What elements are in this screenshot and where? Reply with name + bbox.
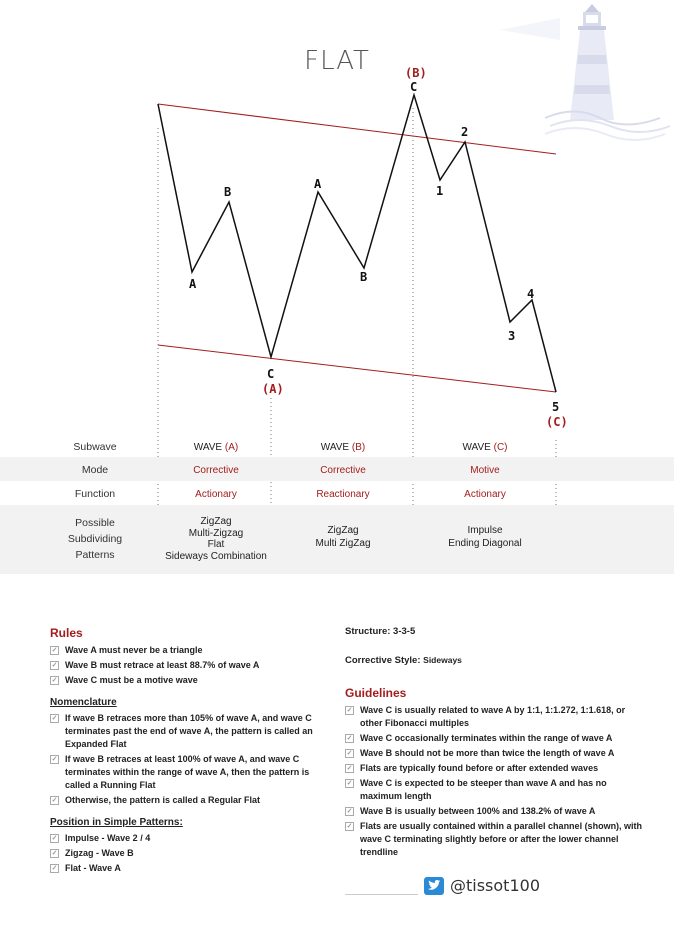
- guideline-item: [345, 732, 645, 745]
- pattern-item: Ending Diagonal: [448, 538, 522, 549]
- function-a: Actionary: [195, 489, 237, 500]
- wave-label-b-major: (B): [405, 66, 427, 80]
- style-label: Corrective Style:: [345, 655, 421, 666]
- guideline-item: [345, 777, 645, 803]
- function-c: Actionary: [464, 489, 506, 500]
- wave-label-a: A: [189, 277, 197, 291]
- rules-heading: Rules: [50, 626, 83, 640]
- guideline-text: Wave B should not be more than twice the length of wave A: [360, 748, 615, 758]
- guideline-text: Wave C occasionally terminates within the range of wave A: [360, 733, 613, 743]
- right-column: [345, 626, 645, 861]
- wave-a-header-mark: (A): [224, 442, 239, 453]
- nomenclature-text: If wave B retraces at least 100% of wave A, and wave C terminates within the range of wave A, then the pattern is called a Running Flat: [65, 754, 310, 790]
- check-icon: ✓: [51, 715, 58, 722]
- wave-label-c: C: [267, 367, 275, 381]
- guideline-text: Flats are usually contained within a parallel channel (shown), with wave C terminating slightly before or after the lower channel trendline: [360, 821, 643, 857]
- check-icon: ✓: [51, 662, 58, 669]
- style-value: Sideways: [423, 655, 462, 665]
- guideline-item: [345, 820, 645, 859]
- guideline-text: Wave C is expected to be steeper than wave A and has no maximum length: [360, 778, 607, 801]
- mode-label: Mode: [81, 464, 109, 476]
- guideline-item: [345, 805, 645, 818]
- nomenclature-item: [50, 794, 335, 807]
- page-title: FLAT: [304, 46, 370, 76]
- table-row-function: [0, 481, 674, 505]
- check-icon: ✓: [51, 647, 58, 654]
- guidelines-heading: Guidelines: [345, 686, 407, 700]
- nomenclature-item: [50, 753, 335, 792]
- guideline-item: [345, 747, 645, 760]
- check-icon: ✓: [51, 835, 58, 842]
- nomenclature-text: Otherwise, the pattern is called a Regular Flat: [65, 795, 261, 805]
- price-path: [158, 95, 556, 392]
- wave-label-3: 3: [508, 329, 516, 343]
- table-row-patterns: [0, 505, 674, 574]
- check-icon: ✓: [51, 756, 58, 763]
- patterns-c: [414, 524, 556, 550]
- table-row-mode: [0, 457, 674, 481]
- wave-label-a: A: [314, 177, 322, 191]
- wave-label-5: 5: [552, 400, 560, 414]
- nomenclature-item: [50, 712, 335, 751]
- wave-a-header-text: WAVE: [193, 442, 225, 453]
- lighthouse-logo-icon: [500, 4, 670, 140]
- guideline-text: Wave C is usually related to wave A by 1:1, 1:1.272, 1:1.618, or other Fibonacci multiples: [360, 705, 626, 728]
- pattern-item: ZigZag: [200, 516, 232, 527]
- patterns-label: [30, 515, 160, 563]
- wave-c-header-mark: (C): [493, 442, 508, 453]
- pattern-item: Multi-Zigzag: [188, 527, 244, 539]
- twitter-handle[interactable]: @tissot100: [450, 876, 540, 895]
- wave-label-c-major: (C): [546, 415, 568, 429]
- rule-item: [50, 674, 335, 687]
- mode-c: Motive: [470, 465, 500, 476]
- position-text: Flat - Wave A: [65, 863, 121, 873]
- check-icon: ✓: [346, 765, 353, 772]
- mode-b: Corrective: [320, 465, 366, 476]
- patterns-b: [272, 524, 414, 550]
- structure-line: [345, 626, 645, 637]
- check-icon: ✓: [346, 735, 353, 742]
- rule-text: Wave A must never be a triangle: [65, 645, 203, 655]
- wave-b-header-text: WAVE: [320, 442, 352, 453]
- table-header-wave-b: [272, 441, 414, 454]
- check-icon: ✓: [346, 823, 353, 830]
- pattern-item: Impulse: [467, 525, 503, 536]
- rule-text: Wave B must retrace at least 88.7% of wave A: [65, 660, 260, 670]
- lower-channel-line: [158, 345, 556, 392]
- mode-a: Corrective: [193, 465, 239, 476]
- wave-label-b: B: [224, 185, 232, 199]
- guideline-item: [345, 704, 645, 730]
- guideline-text: Wave B is usually between 100% and 138.2% of wave A: [360, 806, 596, 816]
- guideline-item: [345, 762, 645, 775]
- structure-label: Structure:: [345, 626, 391, 637]
- check-icon: ✓: [346, 707, 353, 714]
- function-b: Reactionary: [316, 489, 370, 500]
- position-text: Zigzag - Wave B: [65, 848, 134, 858]
- rule-item: [50, 644, 335, 657]
- patterns-label-line: Subdividing: [67, 533, 123, 545]
- twitter-bird-icon: [424, 877, 444, 895]
- wave-label-c: C: [410, 80, 418, 94]
- nomenclature-text: If wave B retraces more than 105% of wave A, and wave C terminates past the end of wave A, the pattern is called an Expanded Flat: [65, 713, 313, 749]
- patterns-a: [160, 516, 272, 562]
- check-icon: ✓: [51, 797, 58, 804]
- check-icon: ✓: [346, 808, 353, 815]
- rule-text: Wave C must be a motive wave: [65, 675, 198, 685]
- wave-label-a-major: (A): [262, 382, 284, 396]
- structure-value: 3-3-5: [393, 626, 416, 637]
- left-column: [50, 626, 335, 877]
- check-icon: ✓: [51, 850, 58, 857]
- wave-label-2: 2: [461, 125, 469, 139]
- style-line: [345, 655, 645, 666]
- check-icon: ✓: [346, 780, 353, 787]
- wave-label-b: B: [360, 270, 368, 284]
- position-item: [50, 847, 335, 860]
- wave-label-1: 1: [436, 184, 444, 198]
- table-header-row: [0, 435, 674, 457]
- pattern-item: Multi ZigZag: [315, 538, 371, 549]
- function-label: Function: [74, 488, 116, 500]
- footer-divider: [345, 894, 418, 895]
- check-icon: ✓: [51, 865, 58, 872]
- wave-b-header-mark: (B): [351, 442, 366, 453]
- rule-item: [50, 659, 335, 672]
- check-icon: ✓: [346, 750, 353, 757]
- pattern-item: Flat: [207, 539, 225, 550]
- check-icon: ✓: [51, 677, 58, 684]
- table-header-label: Subwave: [73, 441, 117, 453]
- position-heading: Position in Simple Patterns:: [50, 817, 183, 828]
- table-header-wave-c: [414, 441, 556, 454]
- position-item: [50, 832, 335, 845]
- twitter-icon[interactable]: [424, 877, 444, 895]
- guideline-text: Flats are typically found before or after extended waves: [360, 763, 599, 773]
- position-item: [50, 862, 335, 875]
- wave-label-4: 4: [527, 287, 535, 301]
- patterns-label-line: Possible: [75, 517, 115, 529]
- upper-channel-line: [158, 104, 556, 154]
- position-text: Impulse - Wave 2 / 4: [65, 833, 151, 843]
- patterns-label-line: Patterns: [75, 549, 115, 561]
- wave-c-header-text: WAVE: [462, 442, 494, 453]
- nomenclature-heading: Nomenclature: [50, 697, 117, 708]
- pattern-item: Sideways Combination: [165, 550, 267, 562]
- table-header-wave-a: [160, 441, 272, 454]
- pattern-item: ZigZag: [327, 525, 359, 536]
